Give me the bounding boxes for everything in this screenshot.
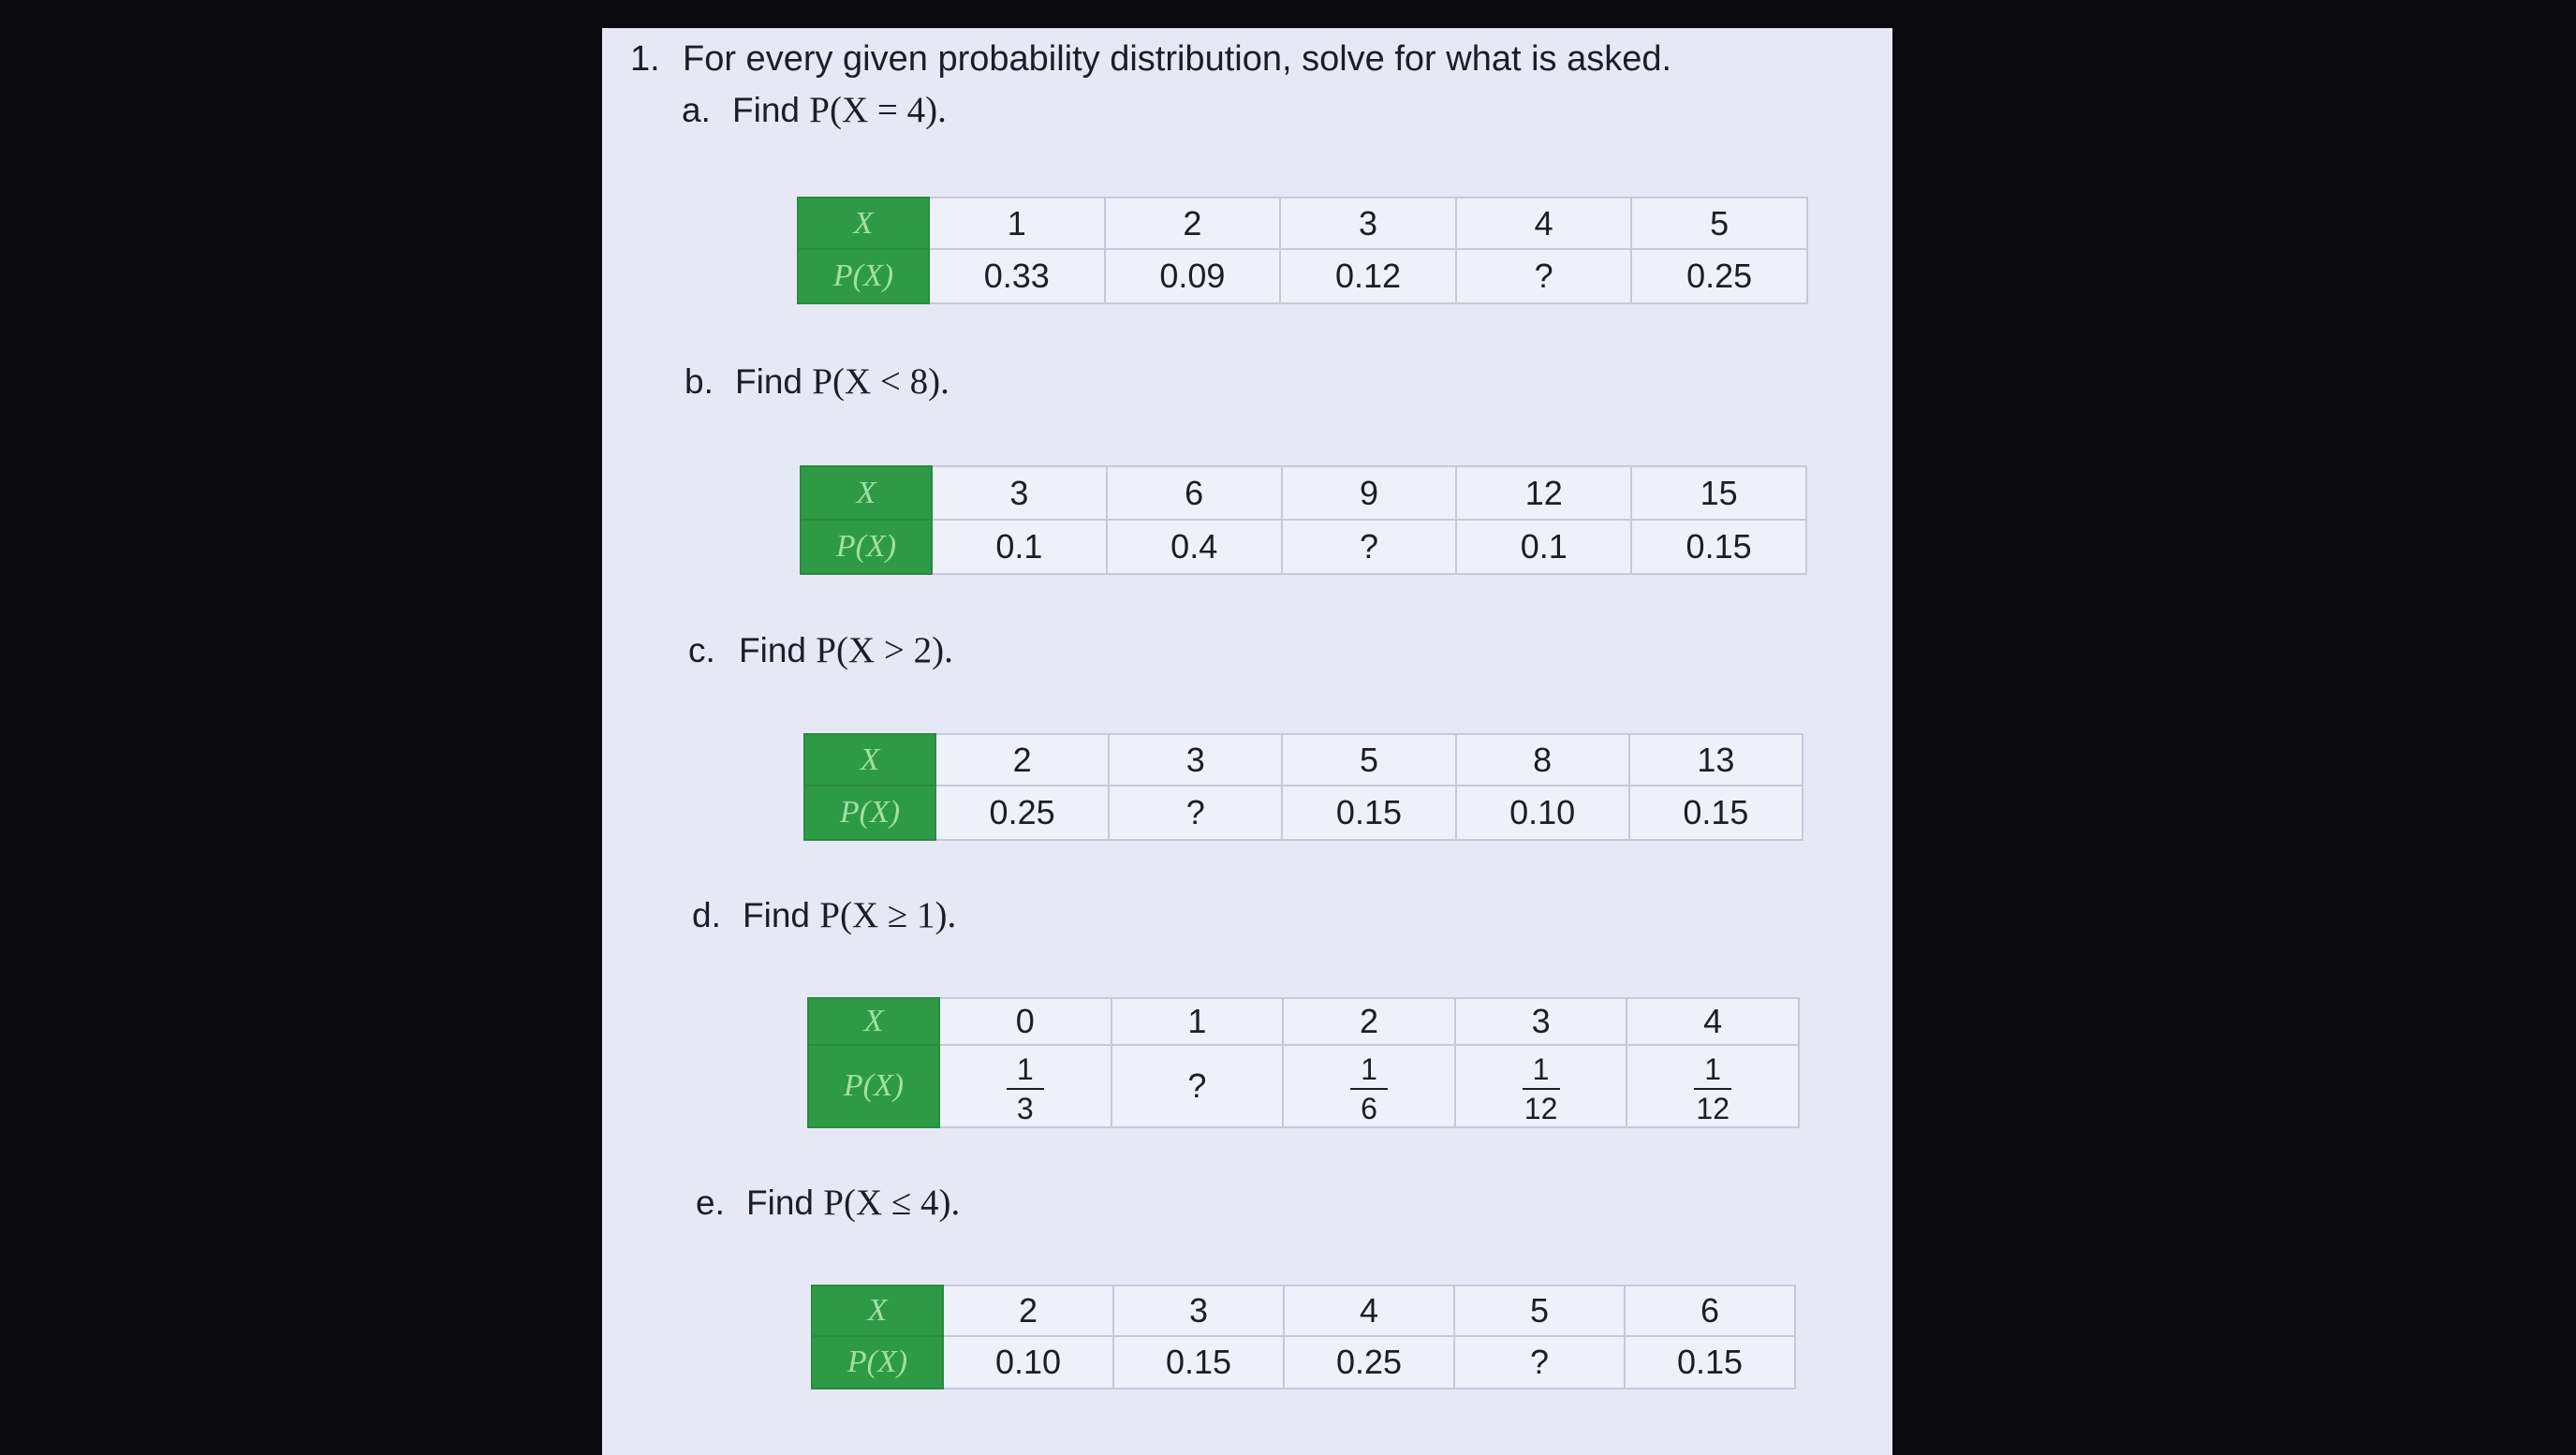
fraction	[1694, 1054, 1731, 1124]
p-value: 0.4	[1107, 520, 1282, 574]
x-header: X	[798, 198, 929, 249]
x-value: 4	[1284, 1286, 1454, 1336]
x-value: 2	[1105, 198, 1281, 249]
x-value: 0	[939, 998, 1111, 1045]
p-row	[808, 1045, 1799, 1127]
x-value: 6	[1107, 466, 1282, 520]
numerator: 1	[1016, 1052, 1034, 1086]
fraction	[1350, 1054, 1388, 1124]
worksheet-page	[602, 28, 1892, 1455]
part-letter: d.	[692, 896, 721, 934]
x-header: X	[801, 466, 932, 520]
question-text: For every given probability distribution, solve for what is asked.	[683, 39, 1672, 79]
question-title	[630, 39, 1671, 80]
x-value: 2	[943, 1286, 1113, 1336]
p-header: P(X)	[798, 249, 929, 303]
p-value: 0.10	[1456, 786, 1629, 840]
x-header: X	[812, 1286, 943, 1336]
distribution-table-d	[807, 997, 1800, 1128]
part-c-label	[688, 629, 953, 671]
denominator: 6	[1361, 1092, 1377, 1125]
p-value: 0.25	[935, 786, 1109, 840]
x-value: 13	[1629, 734, 1803, 786]
part-expression: P(X < 8).	[812, 361, 949, 402]
part-e-label	[696, 1182, 960, 1224]
p-value	[1627, 1045, 1799, 1127]
p-value: 0.33	[929, 249, 1105, 303]
p-value: 0.10	[943, 1336, 1113, 1389]
part-expression: P(X ≤ 4).	[823, 1183, 961, 1223]
x-value: 2	[935, 734, 1109, 786]
x-value: 1	[929, 198, 1105, 249]
part-find: Find	[743, 896, 810, 934]
x-value: 3	[1113, 1286, 1284, 1336]
p-value	[1283, 1045, 1455, 1127]
p-value: 0.09	[1105, 249, 1281, 303]
numerator: 1	[1532, 1052, 1550, 1086]
part-b-label	[684, 360, 949, 403]
p-value: 0.25	[1284, 1336, 1454, 1389]
denominator: 12	[1696, 1092, 1730, 1125]
p-value	[939, 1045, 1111, 1127]
part-find: Find	[739, 631, 806, 669]
p-value: 0.15	[1282, 786, 1455, 840]
p-header: P(X)	[812, 1336, 943, 1389]
p-header: P(X)	[804, 786, 935, 840]
x-header: X	[808, 998, 939, 1045]
p-value: 0.15	[1625, 1336, 1795, 1389]
denominator: 3	[1016, 1092, 1034, 1125]
x-value: 8	[1456, 734, 1629, 786]
x-value: 2	[1283, 998, 1455, 1045]
distribution-table-a	[797, 197, 1808, 304]
part-expression: P(X = 4).	[809, 90, 947, 130]
p-row	[798, 249, 1807, 303]
part-letter: a.	[682, 91, 711, 129]
p-value: ?	[1456, 249, 1632, 303]
p-value: 0.15	[1631, 520, 1806, 574]
x-row	[808, 998, 1799, 1045]
fraction	[1007, 1054, 1044, 1124]
part-find: Find	[746, 1183, 814, 1222]
part-find: Find	[732, 91, 800, 129]
x-value: 9	[1282, 466, 1457, 520]
x-value: 1	[1111, 998, 1284, 1045]
numerator: 1	[1704, 1052, 1722, 1086]
part-letter: e.	[696, 1183, 725, 1222]
p-header: P(X)	[801, 520, 932, 574]
fraction-bar	[1523, 1088, 1560, 1090]
x-value: 4	[1456, 198, 1632, 249]
denominator: 12	[1524, 1092, 1558, 1125]
x-value: 5	[1282, 734, 1455, 786]
p-row	[804, 786, 1803, 840]
p-header: P(X)	[808, 1045, 939, 1127]
p-value: 0.25	[1631, 249, 1807, 303]
p-value	[1455, 1045, 1627, 1127]
numerator: 1	[1361, 1052, 1377, 1086]
fraction-bar	[1007, 1088, 1044, 1090]
p-row	[801, 520, 1806, 574]
part-a-label	[682, 89, 947, 131]
p-value: ?	[1454, 1336, 1625, 1389]
x-value: 5	[1631, 198, 1807, 249]
x-value: 4	[1627, 998, 1799, 1045]
part-d-label	[692, 894, 956, 936]
x-value: 6	[1625, 1286, 1795, 1336]
x-header: X	[804, 734, 935, 786]
part-letter: c.	[688, 631, 715, 669]
fraction	[1523, 1054, 1560, 1124]
part-letter: b.	[684, 362, 714, 401]
p-value: ?	[1111, 1045, 1284, 1127]
p-value: ?	[1282, 520, 1457, 574]
x-value: 12	[1456, 466, 1631, 520]
p-row	[812, 1336, 1795, 1389]
x-value: 3	[1109, 734, 1282, 786]
x-value: 3	[1455, 998, 1627, 1045]
part-find: Find	[735, 362, 802, 401]
p-value: ?	[1109, 786, 1282, 840]
question-number: 1.	[630, 39, 660, 79]
part-expression: P(X ≥ 1).	[819, 895, 957, 935]
p-value: 0.1	[1456, 520, 1631, 574]
distribution-table-e	[811, 1285, 1796, 1389]
x-value: 15	[1631, 466, 1806, 520]
x-row	[798, 198, 1807, 249]
distribution-table-c	[803, 733, 1803, 841]
x-row	[801, 466, 1806, 520]
p-value: 0.15	[1113, 1336, 1284, 1389]
fraction-bar	[1694, 1088, 1731, 1090]
distribution-table-b	[800, 465, 1807, 575]
p-value: 0.12	[1280, 249, 1456, 303]
x-row	[804, 734, 1803, 786]
x-value: 3	[1280, 198, 1456, 249]
x-value: 5	[1454, 1286, 1625, 1336]
p-value: 0.1	[932, 520, 1107, 574]
x-value: 3	[932, 466, 1107, 520]
p-value: 0.15	[1629, 786, 1803, 840]
fraction-bar	[1350, 1088, 1388, 1090]
x-row	[812, 1286, 1795, 1336]
part-expression: P(X > 2).	[816, 630, 953, 670]
